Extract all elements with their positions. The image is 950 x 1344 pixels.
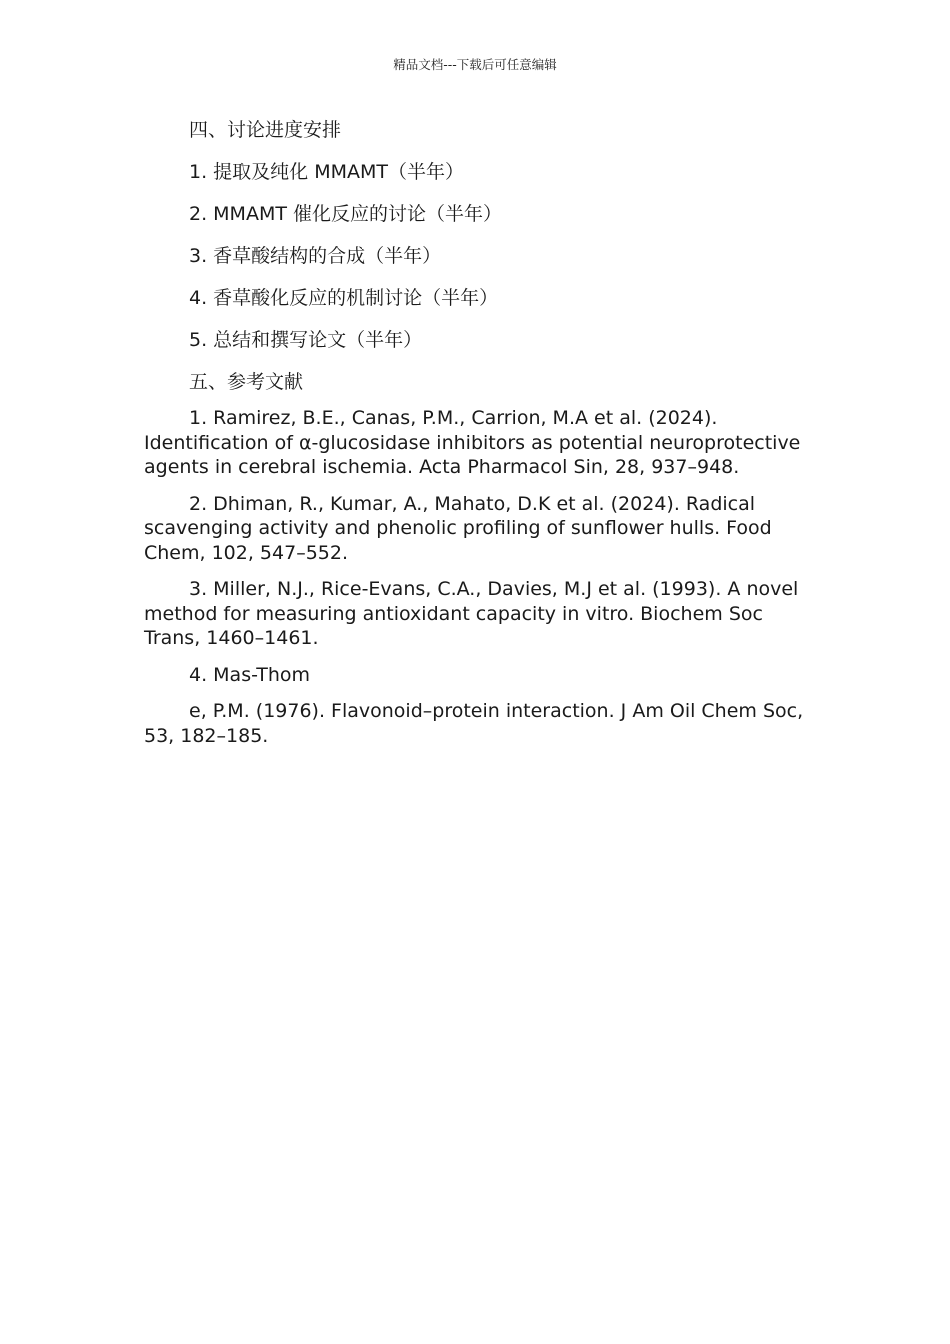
schedule-item: 5. 总结和撰写论文（半年）	[189, 329, 423, 351]
schedule-item: 1. 提取及纯化 MMAMT（半年）	[189, 161, 464, 183]
page-header: 精品文档---下载后可任意编辑	[393, 57, 557, 72]
schedule-item: 4. 香草酸化反应的机制讨论（半年）	[189, 287, 499, 309]
reference-item: 4. Mas-Thom	[189, 663, 310, 686]
reference-item: 2. Dhiman, R., Kumar, A., Mahato, D.K et al. (2024). Radical scavenging activity and phenolic profiling of sunflower hulls. Food Chem, 102, 547–552.	[144, 492, 772, 564]
schedule-heading: 四、讨论进度安排	[189, 119, 342, 141]
reference-item: 3. Miller, N.J., Rice-Evans, C.A., Davies, M.J et al. (1993). A novel method for measuring antioxidant capacity in vitro. Biochem Soc Trans, 1460–1461.	[144, 578, 799, 649]
schedule-item: 2. MMAMT 催化反应的讨论（半年）	[189, 203, 502, 225]
schedule-item: 3. 香草酸结构的合成（半年）	[189, 245, 442, 267]
references-heading: 五、参考文献	[189, 371, 304, 393]
document-body	[144, 114, 806, 760]
reference-item: e, P.M. (1976). Flavonoid–protein interaction. J Am Oil Chem Soc, 53, 182–185.	[144, 700, 804, 747]
reference-item: 1. Ramirez, B.E., Canas, P.M., Carrion, M.A et al. (2024). Identification of α-glucosidase inhibitors as potential neuroprotective agents in cerebral ischemia. Acta Pharmacol Sin, 28, 937–948.	[144, 407, 801, 478]
